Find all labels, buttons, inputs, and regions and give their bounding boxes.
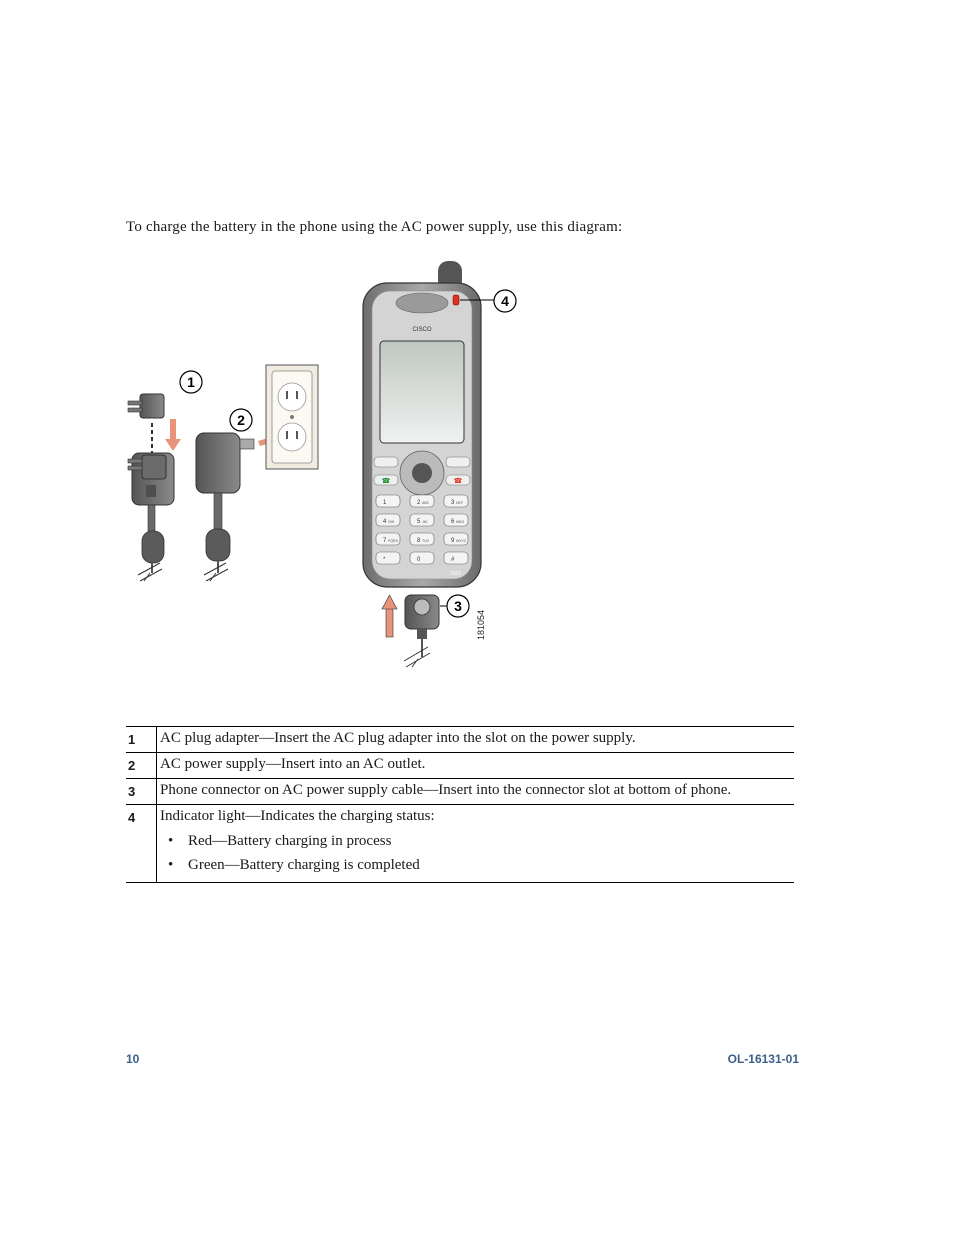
svg-text:☎: ☎ <box>381 477 391 485</box>
key-label: 5 <box>417 519 421 525</box>
key-label: * <box>383 557 386 563</box>
legend-description-cell <box>157 805 795 883</box>
ac-power-supply <box>196 433 254 581</box>
key-label: 9 <box>451 538 455 544</box>
power-supply-with-adapter <box>128 453 174 581</box>
wall-outlet <box>266 365 318 469</box>
callout-2 <box>230 409 252 431</box>
indicator-light <box>453 295 459 305</box>
legend-number: 1 <box>126 727 157 753</box>
phone <box>363 261 481 587</box>
key-letters: WXYZ <box>456 539 467 543</box>
key-letters: ABC <box>422 501 430 505</box>
legend-description: AC power supply—Insert into an AC outlet. <box>157 753 795 779</box>
legend-description: AC plug adapter—Insert the AC plug adapter into the slot on the power supply. <box>157 727 795 753</box>
figure-id: 181054 <box>476 609 486 640</box>
key-label: 2 <box>417 500 421 506</box>
document-id: OL-16131-01 <box>727 1052 799 1066</box>
key-label: 4 <box>383 519 387 525</box>
callout-3 <box>440 595 469 617</box>
key-letters: TUV <box>422 539 429 543</box>
phone-brand: CISCO <box>412 327 432 333</box>
intro-text: To charge the battery in the phone using the AC power supply, use this diagram: <box>126 219 623 235</box>
svg-text:1: 1 <box>187 374 195 390</box>
legend-number: 3 <box>126 779 157 805</box>
key-letters: JKL <box>422 520 429 524</box>
key-letters: MNO <box>456 520 465 524</box>
key-letters: DEF <box>456 501 463 505</box>
legend-description: Indicator light—Indicates the charging status: <box>160 808 435 824</box>
callout-1 <box>180 371 202 393</box>
legend-number: 4 <box>126 805 157 883</box>
page-number: 10 <box>126 1052 140 1066</box>
legend-number: 2 <box>126 753 157 779</box>
phone-connector <box>404 595 439 667</box>
table-row <box>126 805 794 883</box>
key-label: 6 <box>451 519 455 525</box>
legend-description: Phone connector on AC power supply cable—Insert into the connector slot at bottom of phone. <box>157 779 795 805</box>
key-label: # <box>451 557 455 563</box>
list-item: • Green—Battery charging is completed <box>160 853 794 877</box>
key-label: 1 <box>383 500 387 506</box>
key-letters: GHI <box>388 520 395 524</box>
key-label: 3 <box>451 500 455 506</box>
key-label: 8 <box>417 538 421 544</box>
key-label: 0 <box>417 557 421 563</box>
legend-table <box>126 726 794 883</box>
svg-text:☎: ☎ <box>453 477 463 485</box>
status-list <box>160 829 794 877</box>
table-row <box>126 753 794 779</box>
list-item: • Red—Battery charging in process <box>160 829 794 853</box>
svg-text:3: 3 <box>454 598 462 614</box>
ac-plug-adapter <box>128 394 164 453</box>
key-label: 7 <box>383 538 387 544</box>
key-letters: PQRS <box>388 539 398 543</box>
svg-text:4: 4 <box>501 293 509 309</box>
phone-model: 7921 <box>450 571 462 577</box>
svg-text:2: 2 <box>237 412 245 428</box>
table-row <box>126 727 794 753</box>
arrow-up-connector <box>382 595 397 637</box>
table-row <box>126 779 794 805</box>
arrow-down-adapter <box>165 419 181 451</box>
